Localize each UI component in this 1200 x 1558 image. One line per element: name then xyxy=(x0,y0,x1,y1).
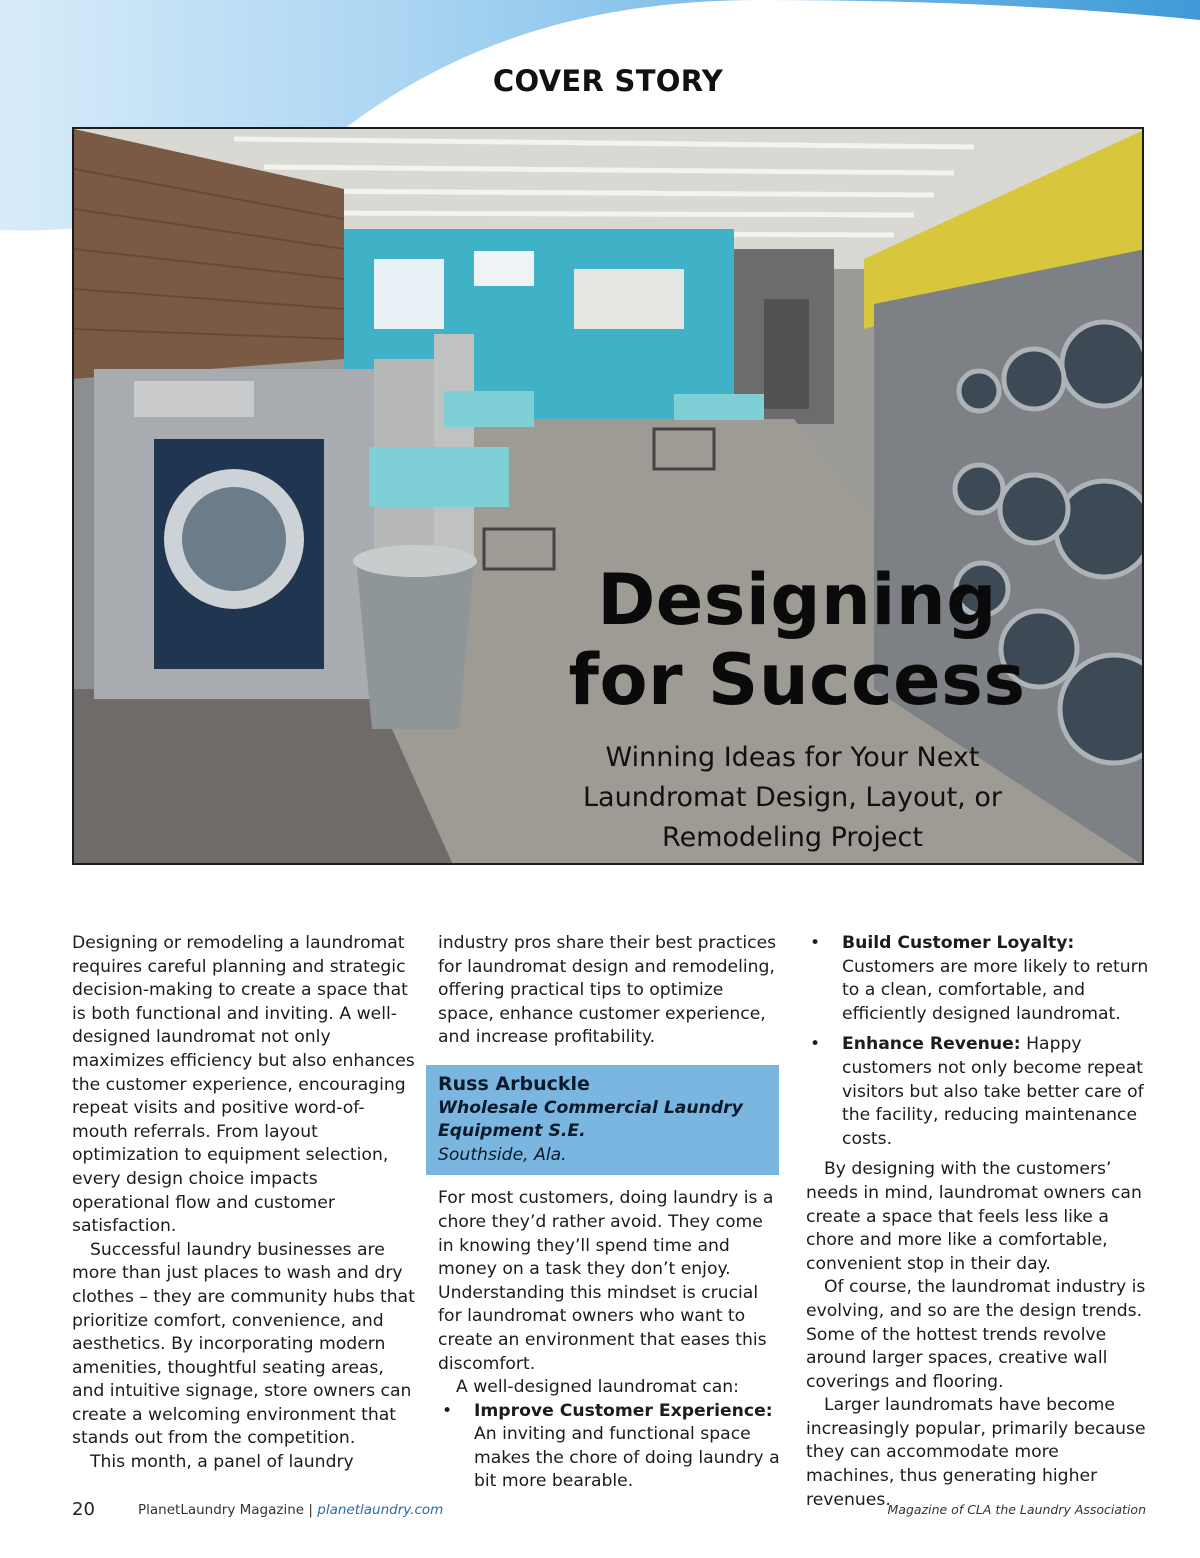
footer-separator: | xyxy=(308,1502,313,1518)
section-label: COVER STORY xyxy=(492,64,724,98)
page-number: 20 xyxy=(72,1499,95,1520)
bullet-icon: • xyxy=(442,1400,453,1421)
magazine-url-link[interactable]: planetlaundry.com xyxy=(317,1502,444,1518)
bullet-text: An inviting and functional space makes the chore of doing laundry a bit more bearable. xyxy=(474,1424,780,1492)
list-item xyxy=(438,1400,783,1494)
article-title xyxy=(542,560,1052,720)
list-item xyxy=(806,932,1151,1026)
article-column-2 xyxy=(438,932,783,1501)
magazine-credit xyxy=(138,1502,443,1518)
subtitle-line-1: Winning Ideas for Your Next xyxy=(605,742,980,773)
benefits-list-continued xyxy=(806,932,1151,1151)
title-line-1: Designing xyxy=(597,559,997,641)
paragraph: By designing with the customers’ needs in mind, laundromat owners can create a space that feels less like a chore and more like a comfortable, convenient stop in their day. xyxy=(806,1159,1142,1274)
contributor-company: Wholesale Commercial Laundry Equipment S.E. xyxy=(438,1097,743,1142)
contributor-location: Southside, Ala. xyxy=(438,1144,567,1165)
magazine-name: PlanetLaundry Magazine xyxy=(138,1502,305,1518)
paragraph: Of course, the laundromat industry is evolving, and so are the design trends. Some of the hottest trends revolve around larger spaces, creative wall coverings and flooring. xyxy=(806,1277,1146,1392)
bullet-heading: Enhance Revenue: xyxy=(842,1034,1021,1055)
paragraph: A well-designed laundromat can: xyxy=(456,1377,739,1398)
contributor-name: Russ Arbuckle xyxy=(438,1072,590,1095)
list-item xyxy=(806,1033,1151,1151)
bullet-text: Customers are more likely to return to a clean, comfortable, and efficiently designed laundromat. xyxy=(842,956,1149,1024)
article-column-3 xyxy=(806,932,1151,1512)
subtitle-line-3: Remodeling Project xyxy=(662,822,923,853)
bullet-heading: Improve Customer Experience: xyxy=(474,1400,773,1421)
paragraph: Larger laundromats have become increasingly popular, primarily because they can accommodate more machines, thus generating higher revenues. xyxy=(806,1395,1146,1510)
paragraph: Designing or remodeling a laundromat requires careful planning and strategic decision-making to create a space that is both functional and inviting. A well-designed laundromat not only maximizes efficiency but also enhances the customer experience, encouraging repeat visits and positive word-of-mouth referrals. From layout optimization to equipment selection, every design choice impacts operational flow and customer satisfaction. xyxy=(72,933,415,1237)
paragraph: Successful laundry businesses are more than just places to wash and dry clothes – they are community hubs that prioritize comfort, convenience, and aesthetics. By incorporating modern amenities, thoughtful seating areas, and intuitive signage, store owners can create a welcoming environment that stands out from the competition. xyxy=(72,1239,415,1449)
association-credit: Magazine of CLA the Laundry Association xyxy=(887,1502,1146,1517)
hero-photo xyxy=(72,127,1144,865)
paragraph: For most customers, doing laundry is a chore they’d rather avoid. They come in knowing they’ll spend time and money on a task they don’t enjoy. Understanding this mindset is crucial for laundromat owners who want to create an environment that eases this discomfort. xyxy=(438,1188,774,1374)
title-line-2: for Success xyxy=(568,639,1026,721)
bullet-icon: • xyxy=(810,1034,821,1055)
article-subtitle xyxy=(520,738,1065,858)
bullet-heading: Build Customer Loyalty: xyxy=(842,933,1075,953)
bullet-icon: • xyxy=(810,933,821,953)
benefits-list xyxy=(438,1400,783,1494)
bullet-text: Happy customers not only become repeat visitors but also take better care of the facility, reducing maintenance costs. xyxy=(842,1034,1144,1149)
paragraph: This month, a panel of laundry xyxy=(90,1452,354,1473)
paragraph: industry pros share their best practices for laundromat design and remodeling, offering practical tips to optimize space, enhance customer experience, and increase profitability. xyxy=(438,933,777,1048)
contributor-box xyxy=(426,1065,779,1175)
subtitle-line-2: Laundromat Design, Layout, or xyxy=(583,782,1002,813)
article-column-1 xyxy=(72,932,417,1475)
